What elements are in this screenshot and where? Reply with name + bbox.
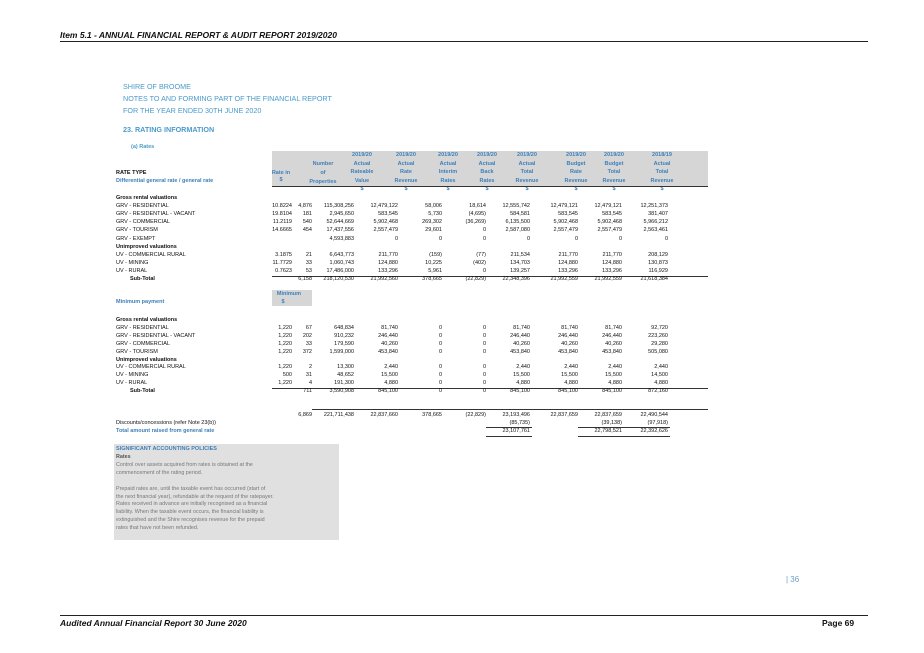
general-row-value: 0 <box>394 235 398 242</box>
general-row-value: 211,770 <box>602 251 622 258</box>
general-row-value: 0 <box>438 235 442 242</box>
general-row-label: GRV - RESIDENTIAL <box>116 203 169 210</box>
col-header-c4: $ <box>485 186 489 193</box>
minimum-row-value: 4,880 <box>516 380 530 387</box>
general-row-value: 181 <box>302 211 312 218</box>
minimum-subtotal-value: 872,160 <box>648 388 668 395</box>
group-heading: Unimproved valuations <box>116 243 177 250</box>
general-row-value: 12,555,742 <box>502 203 530 210</box>
grand-total-value: 23,193,496 <box>502 412 530 418</box>
minimum-row-value: 0 <box>482 324 486 331</box>
minimum-row-value: 15,500 <box>605 372 622 379</box>
col-header-number: of <box>320 170 326 176</box>
minimum-row-value: 31 <box>305 372 312 379</box>
minimum-row-value: 4,880 <box>654 380 668 387</box>
minimum-row-value: 2,440 <box>654 364 668 371</box>
minimum-row-value: 13,300 <box>337 364 354 371</box>
general-row-value: 6,135,500 <box>505 219 530 226</box>
general-row-value: 0 <box>482 227 486 234</box>
general-row-label: UV - COMMERCIAL RURAL <box>116 251 186 258</box>
general-row-label: UV - MINING <box>116 259 149 266</box>
col-header-c4: Actual <box>478 160 496 167</box>
col-header-c7: 2019/20 <box>604 152 624 158</box>
col-header-c7: Total <box>607 169 621 176</box>
general-subtotal-value: 378,665 <box>422 276 442 282</box>
general-row-value: 124,880 <box>558 259 578 266</box>
general-row-value: 540 <box>302 219 312 226</box>
col-header-c2: 2019/20 <box>396 152 416 158</box>
col-header-c8: Actual <box>653 160 671 167</box>
page-number: | 36 <box>786 575 800 584</box>
minimum-row-value: 15,500 <box>381 372 398 379</box>
total-raised-value: 22,798,521 <box>594 428 622 434</box>
minimum-row-value: 14,500 <box>651 372 668 379</box>
col-header-c3: Rates <box>440 177 456 184</box>
general-row-value: 17,437,556 <box>326 227 354 234</box>
discounts-value: (85,735) <box>509 420 530 426</box>
general-row-value: 0 <box>526 235 530 242</box>
minimum-row-value: 246,440 <box>510 332 530 339</box>
col-header-c7: $ <box>612 186 616 193</box>
policy-line: Control over assets acquired from rates is obtained at the <box>116 461 253 468</box>
minimum-row-value: 4,880 <box>608 380 622 387</box>
general-row-value: 2,557,479 <box>373 227 398 234</box>
general-subtotal-value: (22,829) <box>465 276 486 282</box>
general-row-value: 12,479,122 <box>370 203 398 210</box>
minimum-row-value: 246,440 <box>558 332 578 339</box>
policy-line: Prepaid rates are, until the taxable event has occurred (start of <box>116 485 266 492</box>
grand-total-value: 22,837,659 <box>550 412 578 418</box>
minimum-row-value: 4,880 <box>564 380 578 387</box>
minimum-row-value: 246,440 <box>602 332 622 339</box>
general-row-value: 2,945,650 <box>329 211 354 218</box>
col-header-c5: Revenue <box>515 177 539 184</box>
general-row-value: 381,407 <box>648 211 668 218</box>
general-row-value: 0 <box>482 235 486 242</box>
minimum-row-value: 2,440 <box>608 364 622 371</box>
minimum-row-value: 1,599,000 <box>329 348 354 355</box>
col-header-c6: $ <box>574 186 578 193</box>
minimum-row-value: 0 <box>482 364 486 371</box>
col-header-c3: Interim <box>438 169 458 176</box>
minimum-row-value: 81,740 <box>513 324 530 331</box>
minimum-row-value: 48,652 <box>337 372 354 379</box>
general-row-value: 124,880 <box>378 259 398 266</box>
general-row-value: 124,880 <box>602 259 622 266</box>
minimum-row-value: 0 <box>482 340 486 347</box>
col-header-minimum: Minimum <box>276 291 302 297</box>
col-header-rate-in: Rate in <box>271 170 291 176</box>
minimum-row-value: 2,440 <box>384 364 398 371</box>
minimum-row-value: 0 <box>438 372 442 379</box>
minimum-subtotal-value: 0 <box>482 388 486 395</box>
minimum-row-value: 4 <box>308 380 312 387</box>
general-row-value: 3.1875 <box>275 251 292 258</box>
minimum-row-label: GRV - RESIDENTIAL <box>116 324 169 331</box>
minimum-row-label: GRV - RESIDENTIAL - VACANT <box>116 332 196 339</box>
report-title: NOTES TO AND FORMING PART OF THE FINANCIAL REPORT <box>123 94 332 103</box>
col-header-c4: Back <box>480 169 494 176</box>
minimum-subtotal-value: 845,100 <box>378 388 398 395</box>
general-row-value: 53 <box>305 267 312 274</box>
general-row-value: 5,902,468 <box>373 219 398 226</box>
general-row-value: 116,929 <box>648 267 668 274</box>
minimum-row-value: 2,440 <box>516 364 530 371</box>
general-row-label: GRV - EXEMPT <box>116 235 156 242</box>
col-header-number: Properties <box>309 179 337 185</box>
policy-line: rates that have not been refunded. <box>116 525 199 532</box>
minimum-row-value: 453,840 <box>378 348 398 355</box>
minimum-row-value: 81,740 <box>561 324 578 331</box>
col-header-c3: $ <box>446 186 450 193</box>
general-row-value: 0 <box>574 235 578 242</box>
general-row-value: (36,269) <box>465 219 486 226</box>
general-row-value: 5,961 <box>428 267 442 274</box>
col-header-c1: Value <box>354 177 370 184</box>
discounts-label: Discounts/concessions (refer Note 23(b)) <box>116 420 216 426</box>
col-header-c2: Rate <box>400 169 412 176</box>
minimum-row-value: 0 <box>482 372 486 379</box>
discounts-value: (97,918) <box>647 420 668 426</box>
col-header-rate-type: RATE TYPE <box>116 170 147 176</box>
minimum-row-value: 40,260 <box>381 340 398 347</box>
table-rule <box>486 436 532 437</box>
minimum-row-value: 33 <box>305 340 312 347</box>
general-row-value: 2,587,080 <box>505 227 530 234</box>
col-header-c1: Rateable <box>350 169 374 176</box>
section-title: 23. RATING INFORMATION <box>123 125 215 134</box>
footer-title: Audited Annual Financial Report 30 June 2020 <box>60 618 247 628</box>
col-header-minimum-unit: $ <box>281 299 285 305</box>
grand-total-value: 6,869 <box>298 412 312 418</box>
general-row-value: 139,257 <box>510 267 530 274</box>
general-row-value: 0 <box>482 267 486 274</box>
minimum-row-value: 0 <box>482 380 486 387</box>
general-row-value: 5,730 <box>428 211 442 218</box>
minimum-subtotal-value: 845,100 <box>558 388 578 395</box>
minimum-subtotal-value: 845,100 <box>602 388 622 395</box>
minimum-row-value: 2,440 <box>564 364 578 371</box>
general-row-value: 5,902,468 <box>553 219 578 226</box>
grand-total-value: 221,711,438 <box>323 412 354 418</box>
minimum-row-value: 202 <box>302 332 312 339</box>
general-row-value: 211,770 <box>558 251 578 258</box>
minimum-row-value: 910,232 <box>334 332 354 339</box>
general-row-value: (77) <box>476 251 486 258</box>
total-raised-label: Total amount raised from general rate <box>116 428 215 434</box>
general-subtotal-value: 218,120,530 <box>323 276 354 282</box>
general-row-value: 211,534 <box>510 251 530 258</box>
general-row-value: 130,873 <box>648 259 668 266</box>
general-subtotal-value: 21,992,559 <box>594 276 622 282</box>
general-row-value: 2,563,461 <box>643 227 668 234</box>
col-header-c6: Rate <box>570 169 582 176</box>
general-row-value: 454 <box>302 227 312 234</box>
minimum-row-value: 1,220 <box>278 380 292 387</box>
minimum-row-value: 500 <box>282 372 292 379</box>
general-row-value: (159) <box>429 251 442 258</box>
general-row-value: 12,251,373 <box>640 203 668 210</box>
col-header-c2: Actual <box>397 160 415 167</box>
header-rule <box>60 41 868 42</box>
minimum-subtotal-value: 711 <box>303 388 312 395</box>
general-row-label: UV - RURAL <box>116 267 148 274</box>
general-row-value: 211,770 <box>378 251 398 258</box>
report-period: FOR THE YEAR ENDED 30TH JUNE 2020 <box>123 106 262 115</box>
table-rule <box>578 427 670 428</box>
col-header-c3: Actual <box>439 160 457 167</box>
general-row-label: GRV - RESIDENTIAL - VACANT <box>116 211 196 218</box>
table-rule <box>272 186 708 187</box>
general-row-value: 21 <box>305 251 312 258</box>
general-row-value: 12,479,121 <box>550 203 578 210</box>
minimum-subtotal-value: 0 <box>438 388 442 395</box>
grand-total-value: 22,837,659 <box>594 412 622 418</box>
minimum-payment-label: Minimum payment <box>116 299 165 305</box>
general-row-value: 58,006 <box>425 203 442 210</box>
minimum-row-value: 29,280 <box>651 340 668 347</box>
minimum-row-value: 453,840 <box>510 348 530 355</box>
col-header-c2: $ <box>404 186 408 193</box>
minimum-row-value: 40,260 <box>605 340 622 347</box>
col-header-c5: Actual <box>518 160 536 167</box>
policy-line: liability. When the taxable event occurs, the financial liability is <box>116 509 264 516</box>
minimum-row-value: 92,720 <box>651 324 668 331</box>
table-rule <box>312 409 708 410</box>
general-row-value: 133,296 <box>558 267 578 274</box>
general-row-value: (4,695) <box>468 211 486 218</box>
minimum-row-label: UV - MINING <box>116 372 149 379</box>
policy-line: Rates <box>116 454 131 460</box>
general-row-value: 0 <box>664 235 668 242</box>
general-row-value: 208,129 <box>648 251 668 258</box>
grand-total-value: 378,665 <box>422 412 442 418</box>
minimum-row-value: 0 <box>438 332 442 339</box>
general-row-value: 134,703 <box>510 259 530 266</box>
minimum-row-value: 0 <box>438 340 442 347</box>
col-header-c4: Rates <box>479 177 495 184</box>
total-raised-value: 23,107,761 <box>502 428 530 434</box>
col-header-c8: Revenue <box>650 177 674 184</box>
general-row-label: GRV - TOURISM <box>116 227 158 234</box>
policy-line: the next financial year), refundable at the request of the ratepayer. <box>116 493 274 500</box>
minimum-row-value: 40,260 <box>561 340 578 347</box>
general-row-value: 584,581 <box>510 211 530 218</box>
minimum-row-label: GRV - COMMERCIAL <box>116 340 170 347</box>
minimum-row-value: 0 <box>438 348 442 355</box>
minimum-row-value: 0 <box>438 380 442 387</box>
minimum-row-value: 1,220 <box>278 332 292 339</box>
col-header-c5: $ <box>525 186 529 193</box>
col-header-c7: Budget <box>604 160 624 167</box>
col-header-c8: $ <box>660 186 664 193</box>
general-row-value: 4,876 <box>298 203 312 210</box>
subsection-title: (a) Rates <box>131 144 155 150</box>
general-row-value: 4,593,883 <box>329 235 354 242</box>
minimum-row-value: 67 <box>305 324 312 331</box>
group-heading: Gross rental valuations <box>116 317 178 323</box>
minimum-row-value: 453,840 <box>558 348 578 355</box>
general-row-value: 133,296 <box>378 267 398 274</box>
policy-line: commencement of the rating period. <box>116 469 203 476</box>
minimum-row-value: 15,500 <box>561 372 578 379</box>
general-row-value: 583,545 <box>558 211 578 218</box>
col-header-c8: Total <box>655 169 669 176</box>
minimum-row-value: 191,300 <box>334 380 354 387</box>
col-header-c3: 2019/20 <box>438 152 458 158</box>
minimum-row-label: UV - RURAL <box>116 380 148 387</box>
minimum-row-value: 0 <box>438 324 442 331</box>
general-row-value: 11.7729 <box>272 259 292 266</box>
table-rule <box>578 436 670 437</box>
minimum-row-value: 1,220 <box>278 340 292 347</box>
minimum-subtotal-value: 845,100 <box>510 388 530 395</box>
col-header-c4: 2019/20 <box>477 152 497 158</box>
general-row-value: 14.6665 <box>272 227 292 234</box>
general-subtotal-label: Sub-Total <box>130 276 155 282</box>
general-row-value: 0 <box>618 235 622 242</box>
minimum-row-value: 0 <box>438 364 442 371</box>
minimum-row-value: 0 <box>482 348 486 355</box>
general-subtotal-value: 21,992,560 <box>370 276 398 282</box>
col-header-differential: Differential general rate / general rate <box>116 178 214 184</box>
general-row-value: 11.2119 <box>272 219 292 226</box>
general-subtotal-value: 21,992,559 <box>550 276 578 282</box>
accounting-policy-box <box>114 444 339 540</box>
col-header-c2: Revenue <box>394 177 418 184</box>
general-row-value: 52,644,669 <box>326 219 354 226</box>
general-subtotal-value: 6,158 <box>298 276 312 282</box>
footer-rule <box>60 615 868 616</box>
col-header-c1: $ <box>360 186 364 193</box>
minimum-subtotal-value: 3,590,908 <box>329 388 354 395</box>
col-header-c5: Total <box>520 169 534 176</box>
minimum-row-value: 15,500 <box>513 372 530 379</box>
minimum-row-label: GRV - TOURISM <box>116 348 158 355</box>
total-raised-value: 22,392,626 <box>640 428 668 434</box>
col-header-c6: Revenue <box>564 177 588 184</box>
general-row-value: 33 <box>305 259 312 266</box>
general-row-value: 10,225 <box>425 259 442 266</box>
general-row-value: 12,479,121 <box>594 203 622 210</box>
col-header-c1: Actual <box>353 160 371 167</box>
general-row-value: 5,902,468 <box>597 219 622 226</box>
col-header-rate-in-unit: $ <box>279 177 283 183</box>
minimum-row-value: 648,834 <box>334 324 354 331</box>
general-row-value: 6,643,773 <box>329 251 354 258</box>
minimum-row-value: 2 <box>308 364 312 371</box>
general-row-value: 10.8224 <box>272 203 292 210</box>
general-row-value: 583,545 <box>378 211 398 218</box>
col-header-c5: 2019/20 <box>517 152 537 158</box>
document-header: Item 5.1 - ANNUAL FINANCIAL REPORT & AUDIT REPORT 2019/2020 <box>60 30 337 40</box>
general-row-value: 5,966,212 <box>643 219 668 226</box>
col-header-c6: Budget <box>566 160 586 167</box>
org-name: SHIRE OF BROOME <box>123 82 191 91</box>
footer-page: Page 69 <box>822 618 855 628</box>
general-row-label: GRV - COMMERCIAL <box>116 219 170 226</box>
general-subtotal-value: 21,618,384 <box>640 276 668 282</box>
policy-line: Rates received in advance are initially recognised as a financial <box>116 501 268 508</box>
minimum-row-value: 40,260 <box>513 340 530 347</box>
general-row-value: 269,302 <box>422 219 442 226</box>
minimum-row-value: 1,220 <box>278 364 292 371</box>
general-row-value: 0.7623 <box>275 267 292 274</box>
grand-total-value: 22,837,660 <box>370 412 398 418</box>
general-row-value: (402) <box>473 259 486 266</box>
minimum-row-value: 246,440 <box>378 332 398 339</box>
general-row-value: 1,060,743 <box>329 259 354 266</box>
general-row-value: 133,296 <box>602 267 622 274</box>
minimum-row-value: 0 <box>482 332 486 339</box>
general-row-value: 19.8104 <box>272 211 292 218</box>
general-row-value: 18,614 <box>469 203 486 210</box>
policy-title: SIGNIFICANT ACCOUNTING POLICIES <box>116 446 217 452</box>
col-header-number: Number <box>312 161 334 167</box>
general-row-value: 2,557,479 <box>597 227 622 234</box>
general-row-value: 115,308,256 <box>323 203 354 210</box>
grand-total-value: 22,490,544 <box>640 412 668 418</box>
general-subtotal-value: 22,348,396 <box>502 276 530 282</box>
minimum-row-value: 453,840 <box>602 348 622 355</box>
col-header-c6: 2019/20 <box>566 152 586 158</box>
col-header-c8: 2018/19 <box>652 152 672 158</box>
general-row-value: 583,545 <box>602 211 622 218</box>
minimum-row-value: 179,590 <box>334 340 354 347</box>
minimum-row-value: 372 <box>302 348 312 355</box>
minimum-subtotal-label: Sub-Total <box>130 388 155 395</box>
minimum-row-value: 4,880 <box>384 380 398 387</box>
group-heading: Gross rental valuations <box>116 195 178 201</box>
table-rule <box>486 427 532 428</box>
minimum-row-value: 223,260 <box>648 332 668 339</box>
general-row-value: 17,486,000 <box>326 267 354 274</box>
minimum-row-value: 505,080 <box>648 348 668 355</box>
minimum-row-label: UV - COMMERCIAL RURAL <box>116 364 186 371</box>
col-header-c7: Revenue <box>602 177 626 184</box>
minimum-row-value: 81,740 <box>381 324 398 331</box>
general-row-value: 29,601 <box>425 227 442 234</box>
policy-line: extinguished and the Shire recognises revenue for the prepaid <box>116 517 265 524</box>
group-heading: Unimproved valuations <box>116 356 177 363</box>
grand-total-value: (22,829) <box>465 412 486 418</box>
minimum-row-value: 1,220 <box>278 324 292 331</box>
discounts-value: (39,138) <box>601 420 622 426</box>
col-header-c1: 2019/20 <box>352 152 372 158</box>
minimum-row-value: 1,220 <box>278 348 292 355</box>
general-row-value: 2,557,479 <box>553 227 578 234</box>
minimum-row-value: 81,740 <box>605 324 622 331</box>
